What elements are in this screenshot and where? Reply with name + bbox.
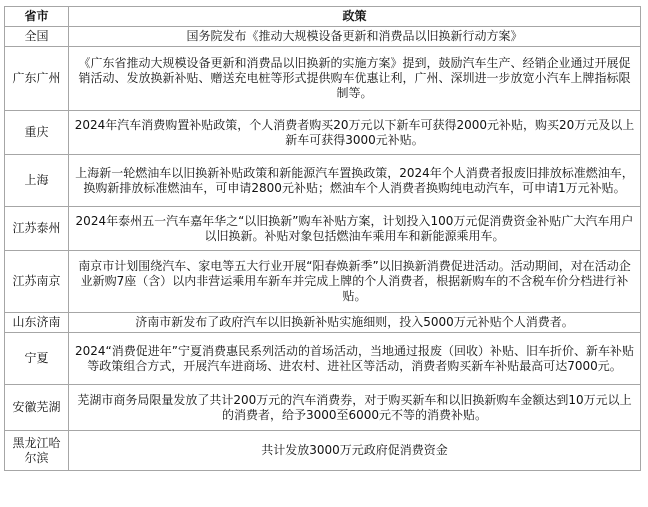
table-row <box>5 111 641 155</box>
policy-table <box>4 6 641 471</box>
table-row <box>5 155 641 207</box>
policy-cell: 国务院发布《推动大规模设备更新和消费品以旧换新行动方案》 <box>69 27 641 47</box>
region-cell: 广东广州 <box>5 47 69 111</box>
policy-cell: 济南市新发布了政府汽车以旧换新补贴实施细则，投入5000万元补贴个人消费者。 <box>69 313 641 333</box>
policy-cell: 2024“消费促进年”宁夏消费惠民系列活动的首场活动，当地通过报废（回收）补贴、旧车折价、新车补贴等政策组合方式，开展汽车进商场、进农村、进社区等活动，消费者购买新车补贴最高可达7000元。 <box>69 333 641 385</box>
table-row <box>5 207 641 251</box>
region-cell: 安徽芜湖 <box>5 385 69 431</box>
region-cell: 上海 <box>5 155 69 207</box>
policy-cell: 南京市计划围绕汽车、家电等五大行业开展“阳春焕新季”以旧换新消费促进活动。活动期间，对在活动企业新购7座（含）以内非营运乘用车新车并完成上牌的个人消费者，根据新购车的不含税车价分档进行补贴。 <box>69 251 641 313</box>
table-header-row <box>5 7 641 27</box>
table-row <box>5 27 641 47</box>
region-cell: 黑龙江哈尔滨 <box>5 431 69 471</box>
table-row <box>5 333 641 385</box>
region-cell: 宁夏 <box>5 333 69 385</box>
table-row <box>5 251 641 313</box>
header-policy: 政策 <box>69 7 641 27</box>
region-cell: 重庆 <box>5 111 69 155</box>
policy-cell: 2024年泰州五一汽车嘉年华之“以旧换新”购车补贴方案，计划投入100万元促消费资金补贴广大汽车用户以旧换新。补贴对象包括燃油车乘用车和新能源乘用车。 <box>69 207 641 251</box>
policy-cell: 《广东省推动大规模设备更新和消费品以旧换新的实施方案》提到，鼓励汽车生产、经销企业通过开展促销活动、发放换新补贴、赠送充电桩等形式提供购车优惠让利，广州、深圳进一步放宽小汽车上牌指标限制等。 <box>69 47 641 111</box>
table-row <box>5 431 641 471</box>
table-row <box>5 385 641 431</box>
region-cell: 江苏南京 <box>5 251 69 313</box>
policy-cell: 共计发放3000万元政府促消费资金 <box>69 431 641 471</box>
table-row <box>5 47 641 111</box>
region-cell: 全国 <box>5 27 69 47</box>
policy-cell: 芜湖市商务局限量发放了共计200万元的汽车消费券，对于购买新车和以旧换新购车金额达到10万元以上的消费者，给予3000至6000元不等的消费补贴。 <box>69 385 641 431</box>
table-row <box>5 313 641 333</box>
region-cell: 山东济南 <box>5 313 69 333</box>
header-region: 省市 <box>5 7 69 27</box>
region-cell: 江苏泰州 <box>5 207 69 251</box>
policy-cell: 2024年汽车消费购置补贴政策，个人消费者购买20万元以下新车可获得2000元补贴，购买20万元及以上新车可获得3000元补贴。 <box>69 111 641 155</box>
policy-cell: 上海新一轮燃油车以旧换新补贴政策和新能源汽车置换政策，2024年个人消费者报废旧排放标准燃油车，换购新排放标准燃油车，可申请2800元补贴；燃油车个人消费者换购纯电动汽车，可申请1万元补贴。 <box>69 155 641 207</box>
